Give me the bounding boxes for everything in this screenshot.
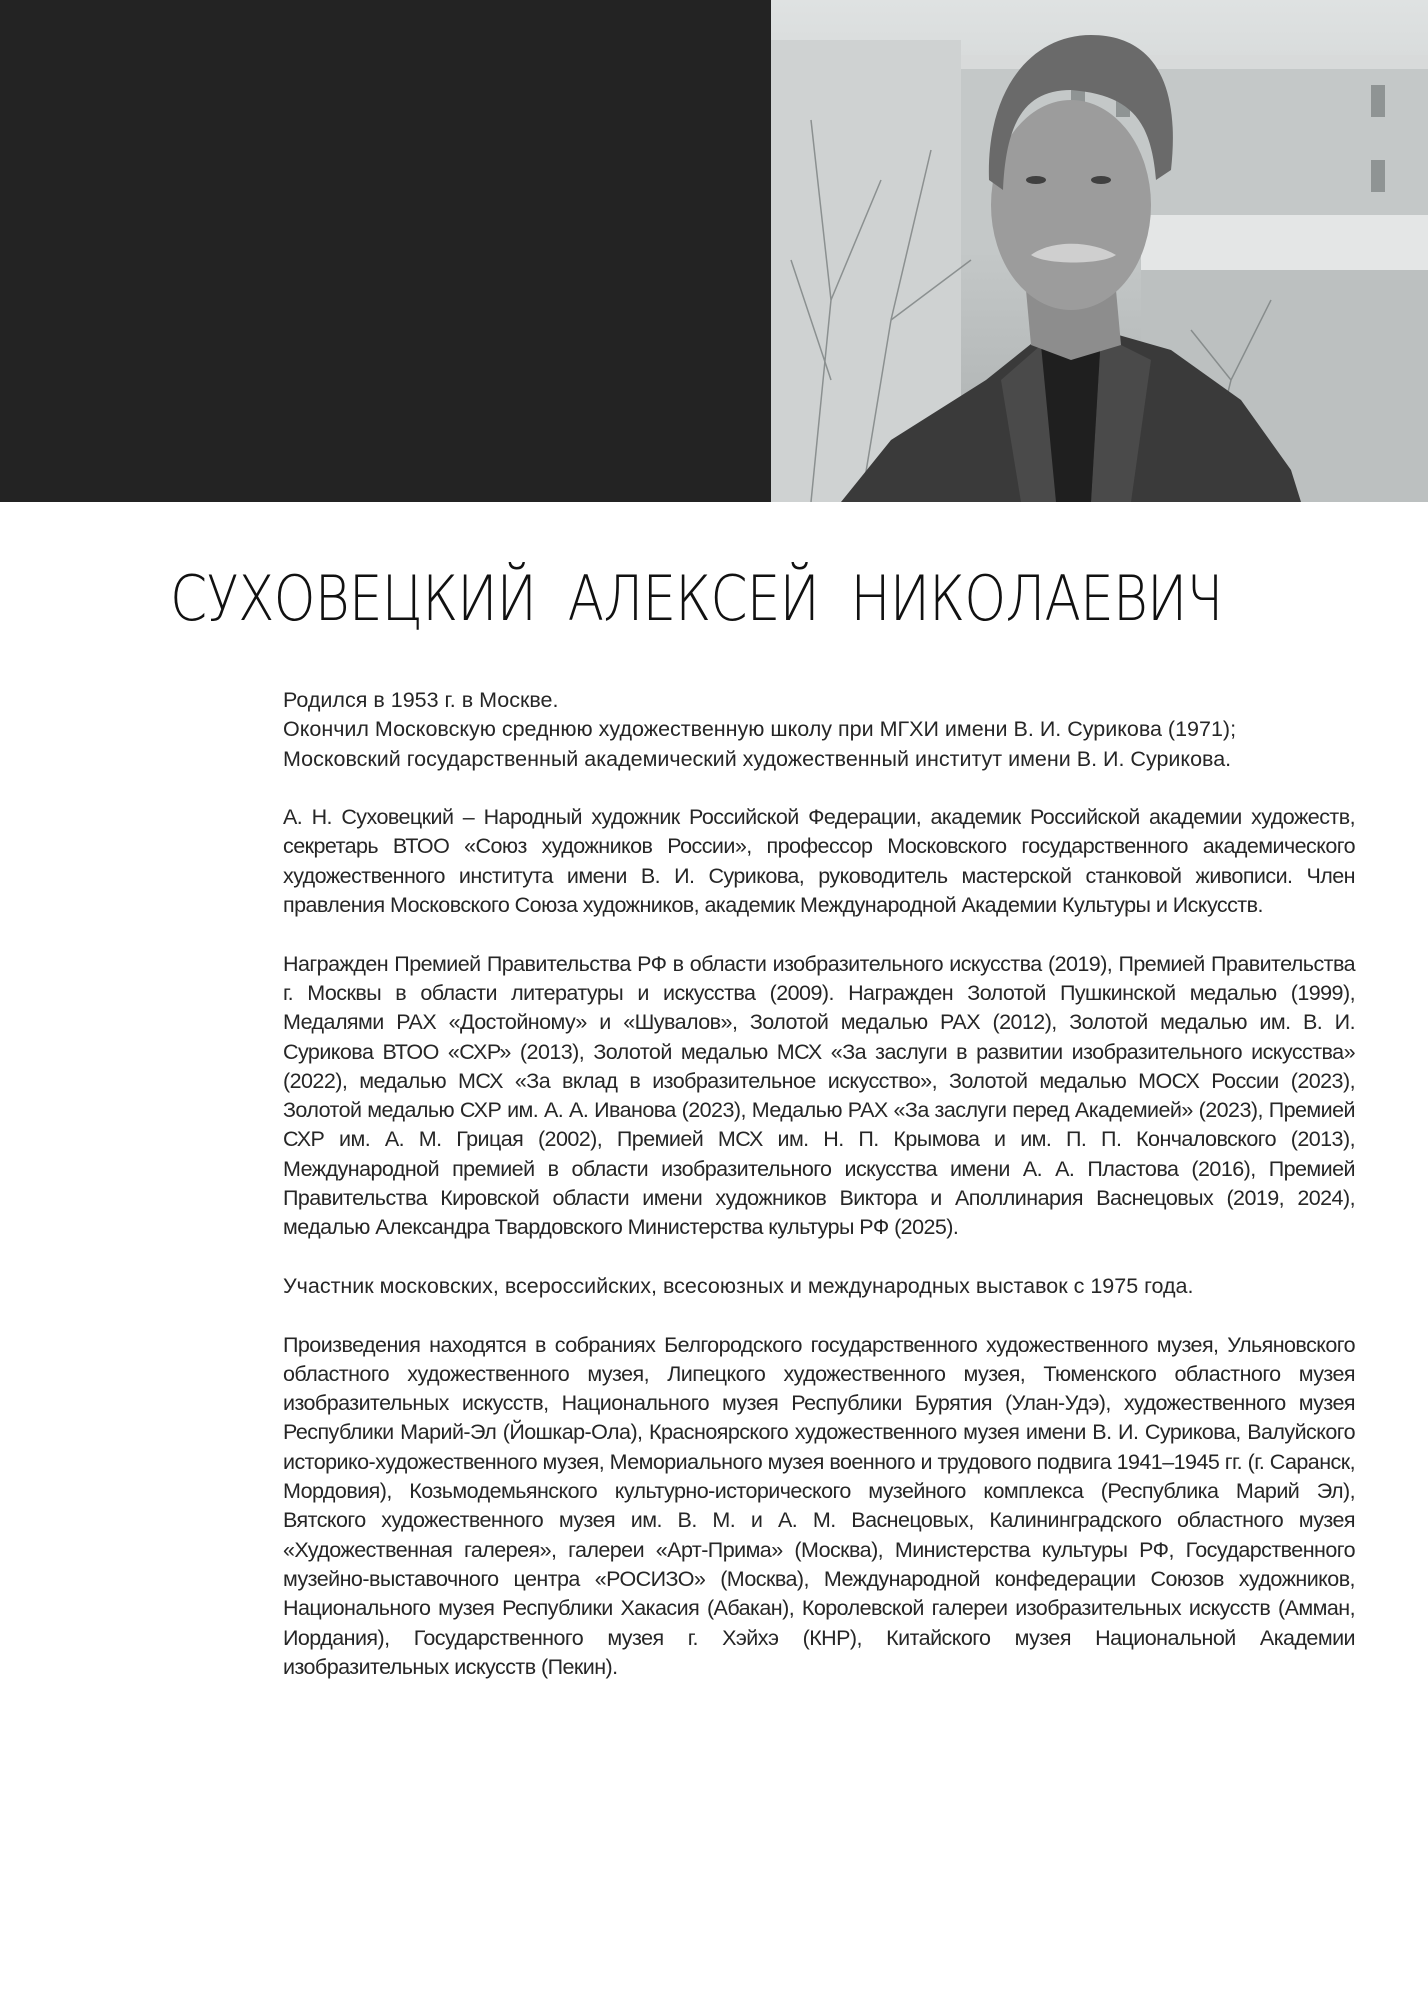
artist-portrait-photo [771, 0, 1428, 502]
bio-titles: А. Н. Суховецкий – Народный художник Российской Федерации, академик Российской академии художеств, секретарь ВТОО «Союз художников России», профессор Московского государственного академического художественного института имени В. И. Сурикова, руководитель мастерской станковой живописи. Член правления Московского Союза художников, академик Международной Академии Культуры и Искусств. [283, 805, 1355, 918]
bio-education-institute: Московский государственный академический художественный институт имени В. И. Сурикова. [283, 746, 1232, 771]
bio-born: Родился в 1953 г. в Москве. [283, 688, 559, 712]
dark-header-block [0, 0, 771, 502]
bio-awards: Награжден Премией Правительства РФ в области изобразительного искусства (2019), Премией Правительства г. Москвы в области литературы и искусства (2009). Награжден Золотой Пушкинской медалью (1999), Медалями РАХ «Достойному» и «Шувалов», Золотой медалью РАХ (2012), Золотой медалью им. В. И. Сурикова ВТОО «СХР» (2013), Золотой медалью МСХ «За заслуги в развитии изобразительного искусства» (2022), медалью МСХ «За вклад в изобразительное искусство», Золотой медалью МОСХ России (2023), Золотой медалью СХР им. А. А. Иванова (2023), Медалью РАХ «За заслуги перед Академией» (2023), Премией СХР им. А. М. Грицая (2002), Премией МСХ им. Н. П. Крымова и им. П. П. Кончаловского (2013), Международной премией в области изобразительного искусства имени А. А. Пластова (2016), Премией Правительства Кировской области имени художников Виктора и Аполлинария Васнецовых (2019, 2024), медалью Александра Твардовского Министерства культуры РФ (2025). [283, 951, 1355, 1240]
portrait-illustration [771, 0, 1428, 502]
biography-text [283, 686, 1355, 1711]
bio-collections: Произведения находятся в собраниях Белгородского государственного художественного музея, Ульяновского областного художественного музея, Липецкого художественного музея, Тюменского областного музея изобразительных искусств, Национального музея Республики Бурятия (Улан-Удэ), художественного музея Республики Марий-Эл (Йошкар-Ола), Красноярского художественного музея имени В. И. Сурикова, Валуйского историко-художественного музея, Мемориального музея военного и трудового подвига 1941–1945 гг. (г. Саранск, Мордовия), Козьмодемьянского культурно-исторического музейного комплекса (Республика Марий Эл), Вятского художественного музея им. В. М. и А. М. Васнецовых, Калининградского областного музея «Художественная галерея», галереи «Арт-Прима» (Москва), Министерства культуры РФ, Государственного музейно-выставочного центра «РОСИЗО» (Москва), Международной конфедерации Союзов художников, Национального музея Республики Хакасия (Абакан), Королевской галереи изобразительных искусств (Амман, Иордания), Государственного музея г. Хэйхэ (КНР), Китайского музея Национальной Академии изобразительных искусств (Пекин). [283, 1332, 1355, 1679]
page-title: СУХОВЕЦКИЙ АЛЕКСЕЙ НИКОЛАЕВИЧ [170, 562, 1223, 635]
bio-exhibitions: Участник московских, всероссийских, всесоюзных и международных выставок с 1975 года. [283, 1273, 1194, 1298]
bio-education-school: Окончил Московскую среднюю художественную школу при МГХИ имени В. И. Сурикова (1971); [283, 717, 1237, 742]
